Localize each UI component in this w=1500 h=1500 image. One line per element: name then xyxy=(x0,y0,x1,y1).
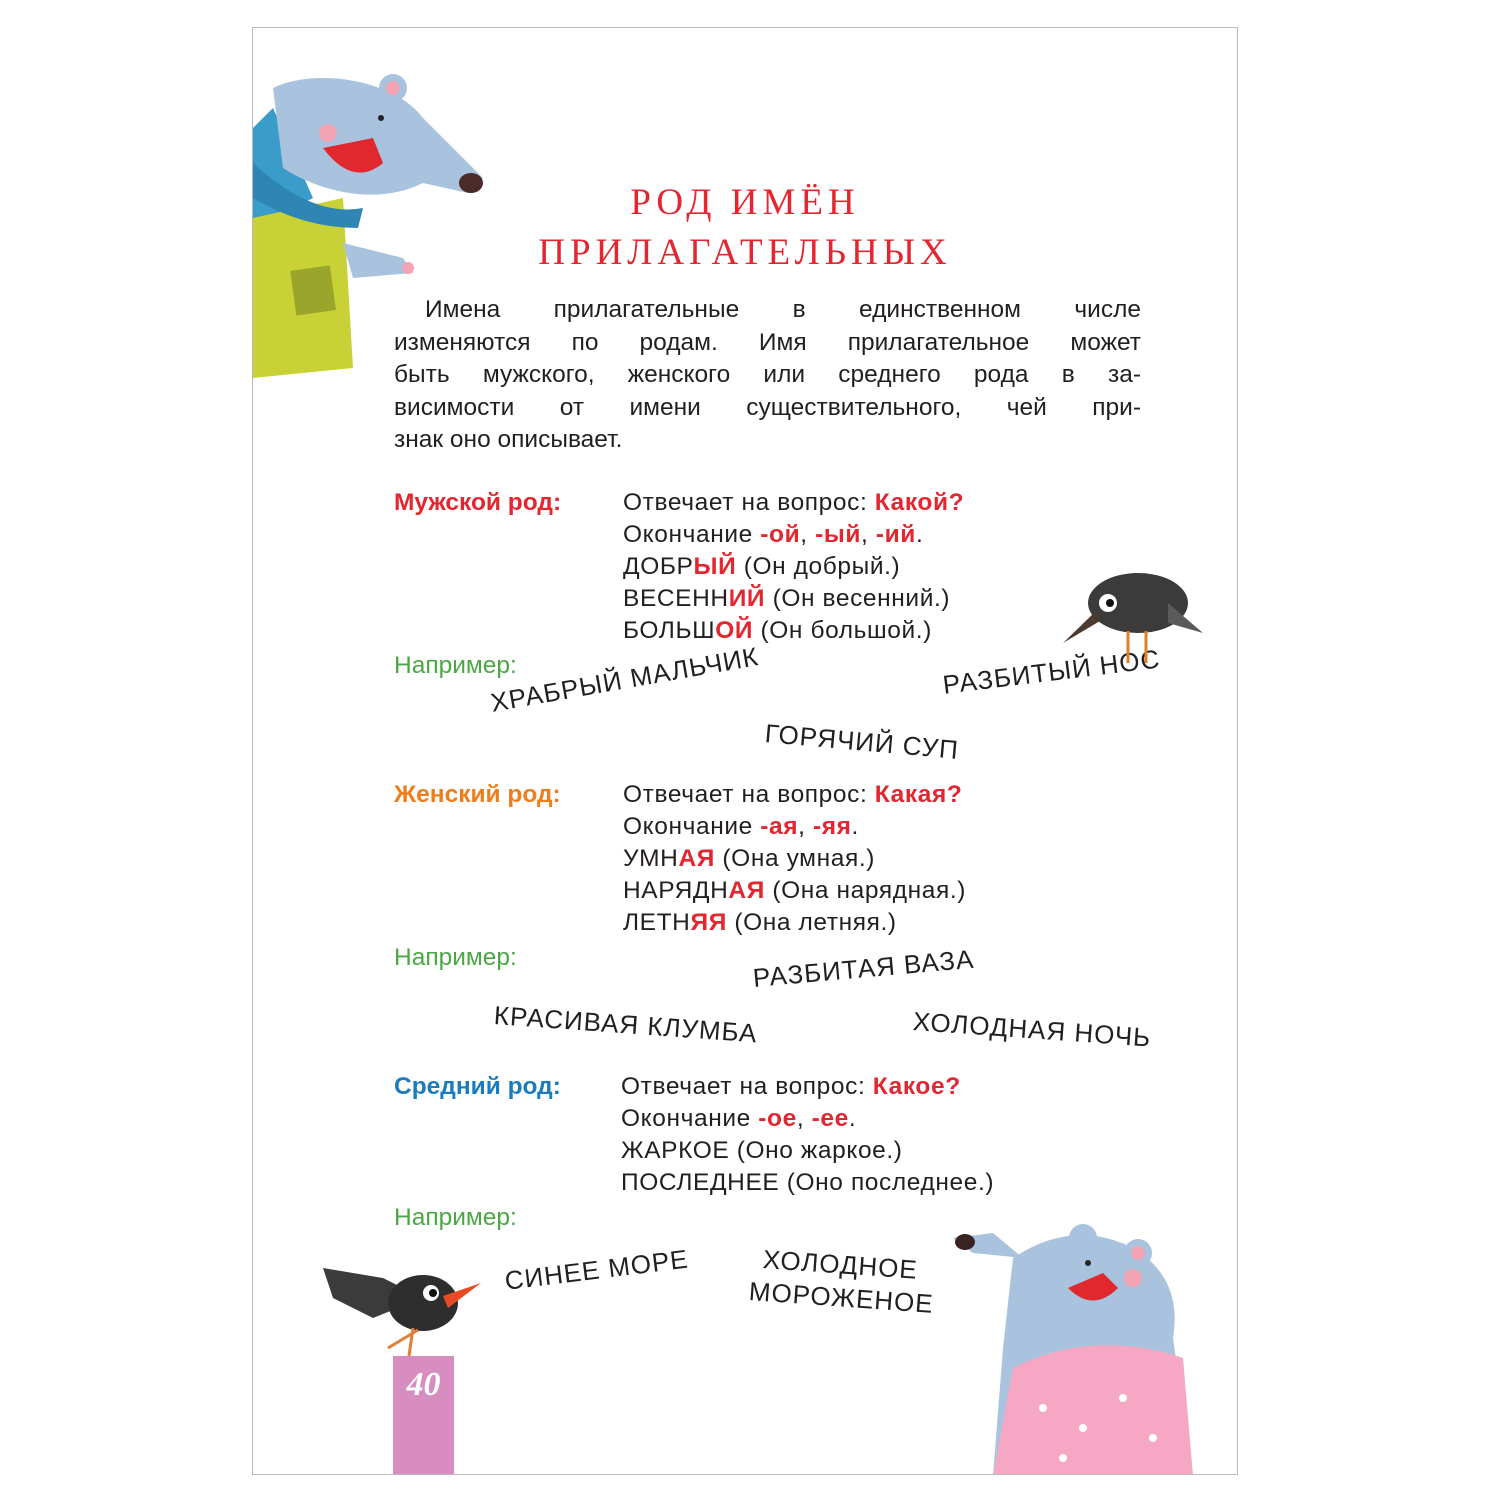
bird-illustration-bottom-left xyxy=(313,1238,483,1368)
word-text: ПОСЛЕДНЕЕ xyxy=(621,1169,780,1196)
word-text: ЖАРКОЕ xyxy=(621,1137,730,1164)
ending-prefix: Окончание xyxy=(623,521,753,548)
question-prefix: Отвечает на вопрос: xyxy=(623,489,868,516)
intro-paragraph xyxy=(394,294,1141,457)
example-phrase: ХРАБРЫЙ МАЛЬЧИК xyxy=(488,641,761,718)
masculine-word xyxy=(623,585,950,613)
feminine-example-label: Например: xyxy=(394,944,517,971)
ending: -ая xyxy=(760,813,799,840)
ending: -ий xyxy=(875,521,916,548)
book-page xyxy=(252,27,1238,1475)
neuter-question: Какое? xyxy=(872,1073,961,1100)
word-note: (Он весенний.) xyxy=(772,585,951,612)
ending-prefix: Окончание xyxy=(621,1105,751,1132)
ending: -ое xyxy=(758,1105,797,1132)
word-note: (Он добрый.) xyxy=(743,553,901,580)
feminine-word xyxy=(623,845,875,873)
intro-line: знак оно описывает. xyxy=(394,426,623,453)
page-title-line2: ПРИЛАГАТЕЛЬНЫХ xyxy=(538,232,952,273)
word-ending: ОЙ xyxy=(715,617,754,644)
example-phrase: ГОРЯЧИЙ СУП xyxy=(763,718,961,765)
ending: -яя xyxy=(812,813,852,840)
word-stem: НАРЯДН xyxy=(623,877,729,904)
word-stem: УМН xyxy=(623,845,679,872)
word-note: (Оно жаркое.) xyxy=(736,1137,903,1164)
example-phrase: РАЗБИТЫЙ НОС xyxy=(941,643,1162,700)
word-stem: БОЛЬШ xyxy=(623,617,716,644)
masculine-word xyxy=(623,617,932,645)
word-ending: ЫЙ xyxy=(693,553,737,580)
word-ending: АЯ xyxy=(678,845,715,872)
masculine-question-line xyxy=(623,489,964,517)
word-note: (Она нарядная.) xyxy=(772,877,966,904)
ending: -ее xyxy=(811,1105,849,1132)
word-note: (Она летняя.) xyxy=(734,909,897,936)
intro-line: Имена прилагательные в единственном числе xyxy=(425,296,1141,323)
word-ending: ЯЯ xyxy=(690,909,727,936)
feminine-label: Женский род: xyxy=(394,781,561,808)
word-stem: ВЕСЕНН xyxy=(623,585,729,612)
word-note: (Он большой.) xyxy=(760,617,932,644)
intro-line: быть мужского, женского или среднего рода в за- xyxy=(394,361,1141,388)
example-phrase: МОРОЖЕНОЕ xyxy=(747,1276,935,1319)
intro-line: висимости от имени существительного, чей при- xyxy=(394,393,1141,421)
word-ending: ИЙ xyxy=(728,585,766,612)
word-note: (Она умная.) xyxy=(722,845,875,872)
page-title-line1: РОД ИМЁН xyxy=(630,182,860,223)
example-phrase: КРАСИВАЯ КЛУМБА xyxy=(492,1000,759,1049)
masculine-word xyxy=(623,553,900,581)
feminine-question-line xyxy=(623,781,962,809)
word-ending: АЯ xyxy=(728,877,765,904)
masculine-example-label: Например: xyxy=(394,652,517,679)
intro-line: изменяются по родам. Имя прилагательное может xyxy=(394,328,1141,356)
example-phrase: ХОЛОДНАЯ НОЧЬ xyxy=(911,1006,1153,1053)
example-phrase: РАЗБИТАЯ ВАЗА xyxy=(751,943,976,993)
page-number-tab xyxy=(393,1356,454,1475)
page-number: 40 xyxy=(406,1366,441,1403)
neuter-label: Средний род: xyxy=(394,1073,561,1100)
question-prefix: Отвечает на вопрос: xyxy=(621,1073,866,1100)
feminine-word xyxy=(623,909,897,937)
neuter-endings-line: Окончание -ое, -ее. xyxy=(621,1105,857,1132)
neuter-example-label: Например: xyxy=(394,1204,517,1231)
ending: -ой xyxy=(760,521,801,548)
feminine-question: Какая? xyxy=(874,781,963,808)
bear-illustration-bottom-right xyxy=(953,1218,1238,1475)
example-phrase: ХОЛОДНОЕ xyxy=(761,1244,919,1285)
bird-illustration-right xyxy=(1058,563,1208,673)
feminine-endings-line: Окончание -ая, -яя. xyxy=(623,813,859,840)
neuter-question-line xyxy=(621,1073,961,1101)
example-phrase: СИНЕЕ МОРЕ xyxy=(503,1243,691,1296)
neuter-word xyxy=(621,1137,903,1165)
feminine-word xyxy=(623,877,966,905)
neuter-word xyxy=(621,1169,994,1197)
masculine-endings-line: Окончание -ой, -ый, -ий. xyxy=(623,521,924,548)
ending: -ый xyxy=(815,521,862,548)
word-stem: ЛЕТН xyxy=(623,909,691,936)
masculine-label: Мужской род: xyxy=(394,489,562,516)
question-prefix: Отвечает на вопрос: xyxy=(623,781,868,808)
masculine-question: Какой? xyxy=(874,489,965,516)
word-note: (Оно последнее.) xyxy=(786,1169,995,1196)
ending-prefix: Окончание xyxy=(623,813,753,840)
word-stem: ДОБР xyxy=(623,553,694,580)
